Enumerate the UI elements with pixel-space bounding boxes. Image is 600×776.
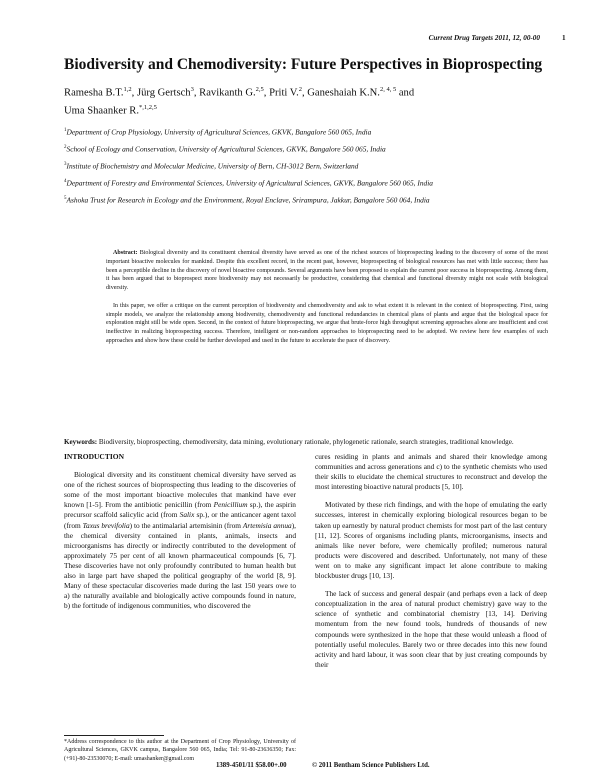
page-number: 1 — [562, 34, 566, 42]
author-name: Jürg Gertsch — [136, 87, 191, 99]
journal-name: Current Drug Targets — [428, 34, 494, 42]
author-affiliation-mark: 2,5 — [255, 86, 264, 93]
author-list: Ramesha B.T.$^{1,2}$, Jürg Gertsch$^3$, Ravikanth G.$^{2,5}$, Priti V.$^2$, Ganeshaiah K.N.$^{2, 4, 5}$ and Uma Shaanker R.$^{*,1,2,5}$ — [64, 86, 415, 117]
abstract-paragraph — [106, 249, 548, 293]
abstract-text: Biological diversity and its constituent chemical diversity have served as one of the richest sources of bioprospecting leading to the discovery of some of the most important bioactive molecules for mankind. Despite this excellent record, in the recent past, however, bioprospecting of biological resources has met with little success; there has been a perceptible decline in the discovery of novel bioactive compounds. Several arguments have been proposed to explain the current poor success in bioprospecting. Among them, it has been argued that to bioprospect more biodiversity may not necessarily be productive, considering that chemical and functional diversity might not scale with biological diversity. — [106, 250, 549, 291]
journal-year: 2011, — [494, 34, 511, 42]
author-affiliation-mark: 2, 4, 5 — [379, 86, 397, 93]
affiliation-number: 4 — [64, 179, 67, 185]
abstract-label: Abstract: — [113, 250, 138, 256]
journal-pages: , 00-00 — [519, 34, 540, 42]
body-paragraph — [315, 589, 547, 670]
author-name: Ravikanth G. — [199, 87, 256, 99]
journal-volume: 12 — [512, 34, 520, 42]
paper-title: Biodiversity and Chemodiversity: Future Perspectives in Bioprospecting — [64, 56, 543, 73]
keywords-text: Biodiversity, bioprospecting, chemodiversity, data mining, evolutionary rationale, phylogenetic rationale, search strategies, traditional knowledge. — [98, 438, 514, 446]
species-name: Salix — [179, 510, 195, 520]
author-affiliation-mark: 1,2 — [123, 86, 132, 93]
affiliation — [64, 177, 544, 189]
affiliation-text: Department of Crop Physiology, University of Agricultural Sciences, GKVK, Bangalore 560 065, India — [66, 127, 372, 137]
body-text: cures residing in plants and animals and shared their knowledge among communities and across generations and c) to the synthetic chemists who used their skills to elucidate the chemical structures to reconstruct and develop the most interesting bioactive natural products [5, 10]. — [315, 452, 547, 492]
author-name: Uma Shaanker R. — [64, 105, 140, 117]
body-paragraph — [315, 500, 547, 581]
species-name: Taxus brevifolia — [82, 520, 130, 530]
affiliation — [64, 160, 544, 172]
author-affiliation-mark: *,1,2,5 — [139, 104, 157, 112]
abstract — [106, 249, 548, 355]
body-text: sp.), or the anticancer agent taxol (from — [64, 510, 296, 530]
affiliation-number: 1 — [64, 128, 67, 133]
author-name: Ganeshaiah K.N. — [307, 87, 380, 99]
affiliation-text: Ashoka Trust for Research in Ecology and the Environment, Royal Enclave, Srirampura, Jakkur, Bangalore 560 064, India — [66, 195, 430, 205]
footnote-divider — [64, 735, 164, 736]
section-heading: INTRODUCTION — [64, 452, 125, 461]
author-affiliation-mark: 3 — [190, 86, 194, 93]
affiliation-number: 2 — [64, 145, 67, 151]
affiliation — [64, 126, 544, 138]
footer-copyright: © 2011 Bentham Science Publishers Ltd. — [312, 762, 430, 769]
affiliation — [64, 143, 544, 155]
body-text: ), the chemical diversity contained in plants, animals, insects and microorganisms has directly or indirectly contributed to the development of approximately 75 per cent of all known pharmaceutical compounds [6, 7]. These discoveries have not only profoundly contributed to human health but also in large part have shaped the political geography of the world [8, 9]. Many of these spectacular discoveries made during the last 150 years owe to a) the naturally available and biologically active compounds found in nature, b) the fortitude of indigenous communities, who discovered the — [64, 520, 296, 611]
affiliation-number: 3 — [64, 162, 67, 168]
author-conjunction: and — [398, 87, 415, 99]
author-name: Ramesha B.T. — [64, 87, 124, 99]
abstract-paragraph — [106, 302, 548, 346]
running-head — [240, 34, 540, 42]
footer-issn: 1389-4501/11 $58.00+.00 — [216, 762, 287, 769]
author-affiliation-mark: 2 — [298, 86, 302, 93]
keywords-label: Keywords: — [64, 438, 98, 446]
right-column — [315, 452, 547, 678]
left-column — [64, 452, 296, 619]
affiliation — [64, 194, 544, 206]
correspondence-footnote: *Address correspondence to this author at the Department of Crop Physiology, University of Agricultural Sciences, GKVK campus, Bangalore 560 065, India; Tel: 91-80-23636350; Fax: (+91)-80-23530070; E-mail: umashanker@gmail.com — [64, 739, 296, 762]
affiliation-text: School of Ecology and Conservation, University of Agricultural Sciences, GKVK, Bangalore 560 065, India — [66, 144, 386, 154]
body-paragraph — [64, 470, 296, 611]
abstract-text: In this paper, we offer a critique on the current perception of biodiversity and chemodiversity and ask to what extent it is relevant in the context of bioprospecting. First, using simple models, we analyze the relationship among biodiversity, chemodiversity and functional redundancies in chemical plans of plants and argue that the biological space for exploration might still be wide open. Second, in the context of future bioprospecting, we argue that brute-force high throughput screening approaches alone are insufficient and cost ineffective in realizing bioprospecting success. Therefore, intelligent or non-random approaches to bioprospecting need to be adopted. We review here few examples of such approaches and show how these could be further developed and used in the future to accelerate the pace of discovery. — [106, 302, 548, 344]
species-name: Penicillium — [213, 500, 248, 510]
body-text: Biological diversity and its constituent chemical diversity have served as one of the richest sources of bioprospecting thus leading to the discoveries of some of the most important bioactive molecules that mankind have ever known [1-5]. From the antibiotic penicillin (from — [64, 470, 296, 510]
affiliation-list — [64, 126, 544, 211]
keywords — [64, 437, 548, 447]
body-text: Motivated by these rich findings, and with the hope of emulating the early successes, interest in chemically exploring biological resources began to be taken up earnestly by natural product chemists for most part of the last century [11, 12]. Scores of organisms including plants, microorganisms, insects and animals like never before, were chemically profiled; numerous natural products were discovered and described. Unfortunately, not many of these went on to make any significant impact let alone contribute to making blockbuster drugs [10, 13]. — [315, 500, 547, 581]
affiliation-text: Department of Forestry and Environmental Sciences, University of Agricultural Sciences, GKVK, Bangalore 560 065, India — [66, 178, 433, 188]
body-text: The lack of success and general despair (and perhaps even a lack of deep conceptualization in the area of natural product chemistry) gave way to the science of synthetic and combinatorial chemistry [13, 14]. Deriving momentum from the new found tools, hundreds of thousands of new compounds were synthesized in the hope that these would unleash a flood of potentially useful molecules. Barely two or three decades into this new found activity and hard labour, it was soon clear that by just creating compounds by their — [315, 589, 547, 669]
affiliation-text: Institute of Biochemistry and Molecular Medicine, University of Bern, CH-3012 Bern, Switzerland — [66, 161, 359, 171]
affiliation-number: 5 — [64, 196, 67, 202]
species-name: Artemisia annua — [242, 520, 292, 530]
author-name: Priti V. — [269, 87, 299, 99]
body-paragraph — [315, 452, 547, 492]
body-text: sp.), the aspirin precursor scaffold salicylic acid (from — [64, 500, 296, 520]
body-text: ) to the antimalarial artemisinin (from — [129, 520, 243, 530]
